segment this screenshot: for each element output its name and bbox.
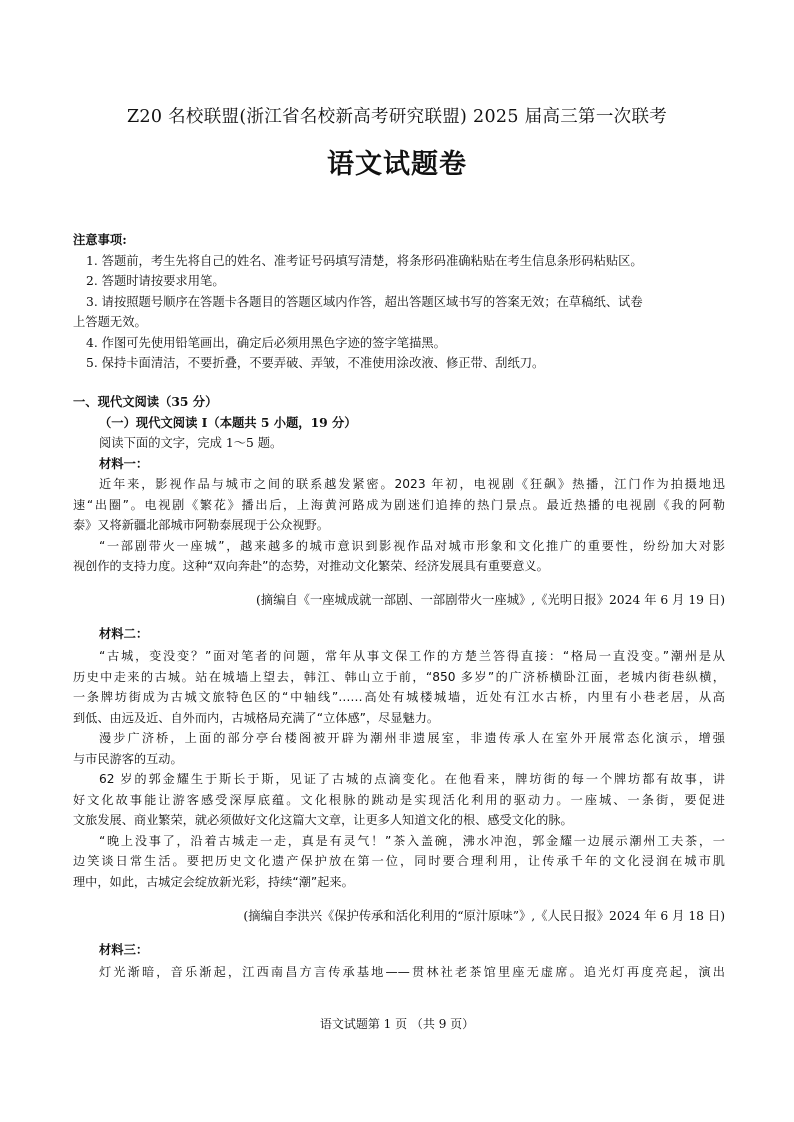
paragraph-line: “晚上没事了，沿着古城走一走，真是有灵气！”茶入盖碗，沸水冲泡，郭金耀一边展示潮州工夫茶，一 [99,833,725,848]
material-label: 材料二： [99,626,149,641]
paragraph-line: “古城，变没变？”面对笔者的问题，常年从事文保工作的方楚兰答得直接：“格局一直没变。”潮州是从 [99,649,725,663]
note-item: 2. 答题时请按要求用笔。 [86,274,225,288]
material-one-text [73,474,725,577]
notes-heading: 注意事项: [73,232,127,247]
material-label: 材料三： [99,942,149,957]
material-two-text [73,646,725,892]
paragraph-line: 一条牌坊街成为古城文旅特色区的“中轴线”……高处有城楼城墙，近处有江水古桥，内里有小巷老居，从高 [73,690,725,704]
note-item: 4. 作图可先使用铅笔画出，确定后必须用黑色字迹的签字笔描黑。 [86,335,446,350]
paragraph-line: 边笑谈日常生活。要把历史文化遗产保护放在第一位，同时要合理利用，让传承千年的文化浸润在城市肌 [73,854,725,868]
paragraph-line: 视创作的支持力度。这种“双向奔赴”的态势，对推动文化繁荣、经济发展具有重要意义。 [73,559,549,573]
section-one [73,392,725,474]
note-item: 1. 答题前，考生先将自己的姓名、准考证号码填写清楚，将条形码准确粘贴在考生信息条形码粘贴区。 [86,253,643,268]
paragraph-line: 近年来，影视作品与城市之间的联系越发紧密。2023 年初，电视剧《狂飙》热播，江门作为拍摄地迅 [99,477,725,491]
section-heading: 一、现代文阅读（35 分） [73,394,218,409]
paragraph-line: 到低、由远及近、自外而内，古城格局充满了“立体感”，尽显魅力。 [73,710,440,725]
exam-header: Z20 名校联盟(浙江省名校新高考研究联盟) 2025 届高三第一次联考 [126,107,668,127]
paragraph-line: “一部剧带火一座城”，越来越多的城市意识到影视作品对城市形象和文化推广的重要性，纷纷加大对影 [99,538,725,553]
material-three [73,940,725,961]
paragraph-line: 速“出圈”。电视剧《繁花》播出后，上海黄河路成为剧迷们追捧的热门景点。最近热播的电视剧《我的阿勒 [73,497,725,512]
notes-section [73,230,725,374]
paragraph-line: 文旅发展、商业繁荣，就必须做好文化这篇大文章，让更多人知道文化的根、感受文化的脉。 [73,813,573,827]
paragraph-line: 历史中走来的古城。站在城墙上望去，韩江、韩山立于前，“850 多岁”的广济桥横卧江面，老城内街巷纵横， [73,669,725,684]
material-label: 材料一： [99,455,149,471]
note-item: 5. 保持卡面清洁，不要折叠，不要弄破、弄皱，不准使用涂改液、修正带、刮纸刀。 [86,356,545,370]
paragraph-line: 漫步广济桥，上面的部分亭台楼阁被开辟为潮州非遗展室，非遗传承人在室外开展常态化演示，增强 [99,731,725,745]
subsection-heading: （一）现代文阅读 I（本题共 5 小题，19 分） [99,414,357,430]
paragraph-line: 62 岁的郭金耀生于斯长于斯，见证了古城的点滴变化。在他看来，牌坊街的每一个牌坊都有故事，讲 [99,772,725,786]
material-two-source: (摘编自李洪兴《保护传承和活化利用的“原汁原味”》,《人民日报》2024 年 6 月 18 日) [243,909,725,923]
paragraph-line: 理中，如此，古城定会绽放新光彩，持续“潮”起来。 [73,874,354,889]
instruction: 阅读下面的文字，完成 1～5 题。 [99,436,283,450]
note-item: 3. 请按照题号顺序在答题卡各题目的答题区域内作答，超出答题区域书写的答案无效；在草稿纸、试卷 [86,294,643,309]
paragraph-line: 与市民游客的互动。 [73,751,183,766]
material-three-text [73,962,725,983]
paragraph-line: 灯光渐暗，音乐渐起，江西南昌方言传承基地——贯林社老茶馆里座无虚席。追光灯再度亮起，演出 [99,965,725,979]
material-two [73,624,725,645]
exam-title: 语文试题卷 [327,149,467,180]
material-one-source: (摘编自《一座城成就一部剧、一部剧带火一座城》,《光明日报》2024 年 6 月 19 日) [255,593,725,607]
page-footer: 语文试题第 1 页 （共 9 页） [319,1017,475,1031]
paragraph-line: 泰》又将新疆北部城市阿勒泰展现于公众视野。 [73,518,329,532]
paragraph-line: 好文化故事能让游客感受深厚底蕴。文化根脉的跳动是实现活化利用的驱动力。一座城、一条街，要促进 [73,792,725,807]
note-item: 上答题无效。 [73,315,147,329]
